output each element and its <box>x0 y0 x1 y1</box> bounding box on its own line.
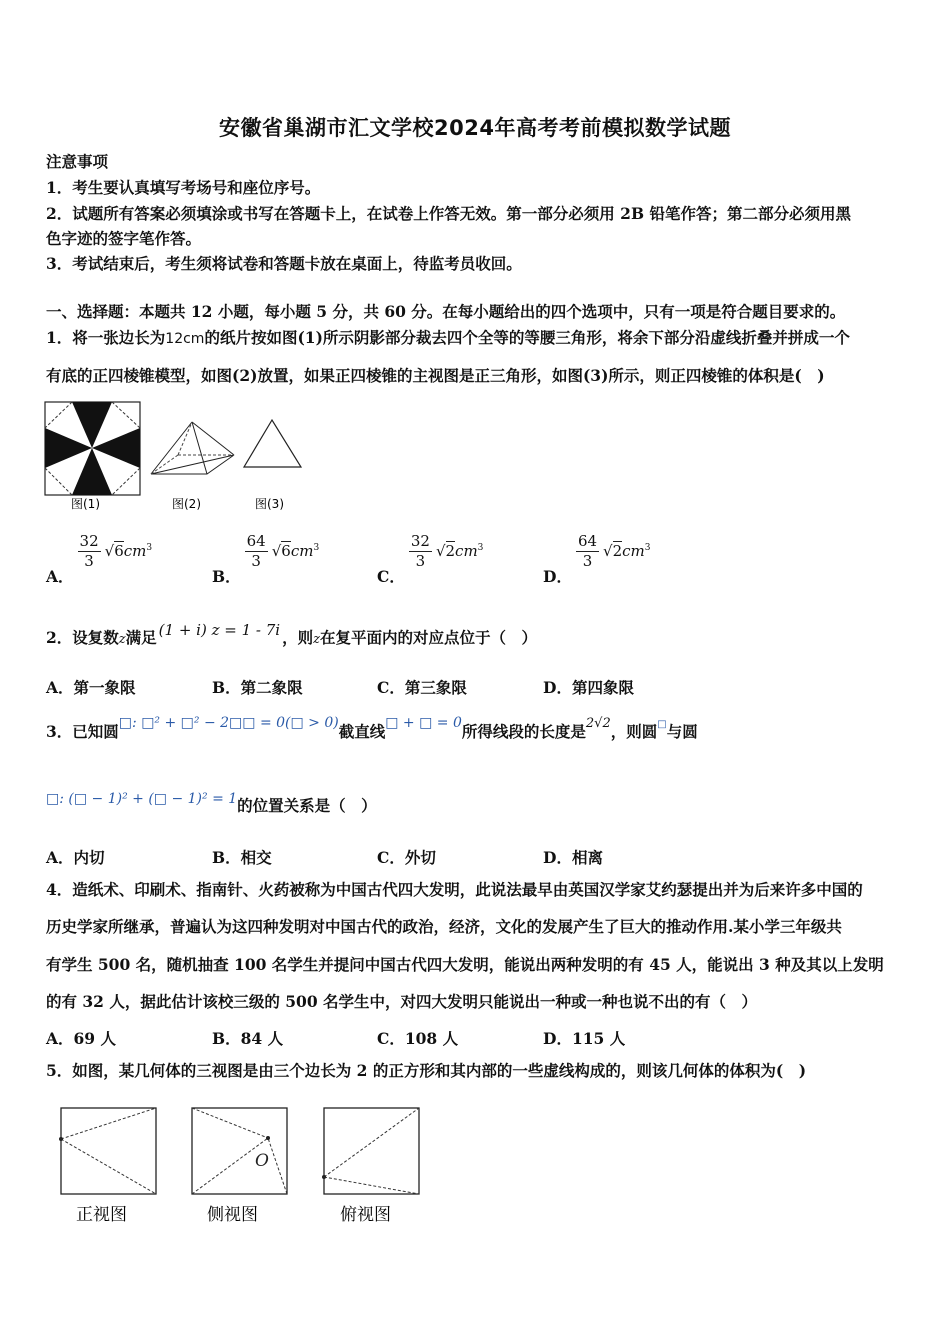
q3-text-pre: 3．已知圆 <box>46 722 119 741</box>
q2-option-d[interactable]: D．第四象限 <box>543 678 634 697</box>
q1-c-numerator: 32 <box>410 532 430 550</box>
q4-option-a[interactable]: A．69 人 <box>46 1029 116 1048</box>
q2-option-b[interactable]: B．第二象限 <box>212 678 303 697</box>
q1-c-radicand: 2 <box>445 541 456 560</box>
q1-c-unit: cm <box>455 541 478 560</box>
section-heading: 一、选择题：本题共 12 小题，每小题 5 分，共 60 分。在每小题给出的四个选项中，只有一项是符合题目要求的。 <box>46 302 846 321</box>
q3-text-post: 的位置关系是（ ） <box>237 796 377 815</box>
notice-item-3: 3．考试结束后，考生须将试卷和答题卡放在桌面上，待监考员收回。 <box>46 254 522 273</box>
q1-a-radicand: 6 <box>114 541 124 560</box>
q1-b-unit: cm <box>290 541 314 560</box>
q2-var-z: z <box>118 632 126 647</box>
notice-heading: 注意事项 <box>46 152 109 171</box>
q4-line1: 4．造纸术、印刷术、指南针、火药被称为中国古代四大发明，此说法最早由英国汉学家艾约瑟提出并为后来许多中国的 <box>46 880 863 899</box>
q1-b-numerator: 64 <box>246 532 266 550</box>
q1-option-a[interactable]: A． $\frac{32}{3}$ $√6cm^3$ <box>46 532 153 586</box>
q3-line-equation: □ + □ = 0 <box>385 715 462 731</box>
side-view <box>192 1108 287 1194</box>
figure-3-triangle <box>244 420 301 467</box>
notice-item-2: 2．试题所有答案必须填涂或书写在答题卡上，在试卷上作答无效。第一部分必须用 2B 铅笔作答；第二部分必须用黑 <box>46 204 851 223</box>
q2-text-mid: 满足 <box>125 628 157 647</box>
q3-option-b[interactable]: B．相交 <box>212 848 272 867</box>
q2-text-pre: 2．设复数 <box>46 628 119 647</box>
q1-line1 <box>46 328 850 349</box>
q1-text-pre: 1．将一张边长为 <box>46 328 166 347</box>
q1-option-b-label: B． <box>212 566 241 586</box>
q1-a-unit: cm <box>123 541 147 560</box>
q5-stem: 5．如图，某几何体的三视图是由三个边长为 2 的正方形和其内部的一些虚线构成的，则该几何体的体积为( ) <box>46 1061 807 1080</box>
point-o-label: O <box>255 1151 269 1171</box>
q1-option-b[interactable]: B． $\frac{64}{3}$ $√6cm^3$ <box>212 532 320 586</box>
q2-option-a[interactable]: A．第一象限 <box>46 678 136 697</box>
q3-stem: 3．已知圆□: □² + □² − 2□□ = 0(□ > 0)截直线□ + □ = 0所得线段的长度是$^{2√2}$，则圆□与圆 <box>46 715 698 741</box>
q1-d-denominator: 3 <box>582 552 593 570</box>
q4-line4: 的有 32 人，据此估计该校三级的 500 名学生中，对四大发明只能说出一种或一种也说不出的有（ ） <box>46 992 758 1011</box>
figure-1-square <box>45 402 140 495</box>
q1-c-denominator: 3 <box>415 552 426 570</box>
q1-text-post: 的纸片按如图(1)所示阴影部分裁去四个全等的等腰三角形，将余下部分沿虚线折叠并拼成一个 <box>204 328 850 347</box>
q1-d-unit: cm <box>622 541 645 560</box>
q1-b-denominator: 3 <box>251 552 261 570</box>
q4-option-b[interactable]: B．84 人 <box>212 1029 284 1048</box>
q1-b-radicand: 6 <box>281 541 291 560</box>
side-view-caption: 侧视图 <box>207 1205 258 1225</box>
q1-option-d-label: D． <box>543 566 572 586</box>
top-view <box>322 1108 419 1194</box>
q4-option-d[interactable]: D．115 人 <box>543 1029 626 1048</box>
q2-text-post2: 在复平面内的对应点位于（ ） <box>319 628 537 647</box>
page-title: 安徽省巢湖市汇文学校2024年高考考前模拟数学试题 <box>219 116 731 140</box>
q1-figures <box>44 400 314 512</box>
q1-a-numerator: 32 <box>79 532 99 550</box>
q1-option-d[interactable]: D． $\frac{64}{3}$ $√2cm^3$ <box>543 532 651 586</box>
q3-text-mid1: 截直线 <box>338 722 386 741</box>
q4-option-c[interactable]: C．108 人 <box>377 1029 459 1048</box>
fig1-caption: 图(1) <box>71 497 100 511</box>
figure-2-pyramid <box>151 422 234 474</box>
q3-text-mid3: ，则圆 <box>610 722 658 741</box>
q1-length: 12cm <box>165 331 205 347</box>
q2-equation: (1 + i) z = 1 - 7i <box>158 621 281 639</box>
q1-option-c[interactable]: C． $\frac{32}{3}$ $√2cm^3$ <box>377 532 484 586</box>
q4-line2: 历史学家所继承，普遍认为这四种发明对中国古代的政治，经济，文化的发展产生了巨大的推动作用.某小学三年级共 <box>46 917 842 936</box>
q2-stem <box>46 621 537 650</box>
q1-d-radicand: 2 <box>612 541 623 560</box>
fig3-caption: 图(3) <box>255 497 284 511</box>
q3-circle-m-equation: □: □² + □² − 2□□ = 0(□ > 0) <box>118 715 339 731</box>
front-view-caption: 正视图 <box>76 1205 127 1225</box>
q2-option-c[interactable]: C．第三象限 <box>377 678 467 697</box>
q1-d-numerator: 64 <box>577 532 598 550</box>
q3-option-c[interactable]: C．外切 <box>377 848 436 867</box>
fig2-caption: 图(2) <box>172 497 201 511</box>
q3-text-mid4: 与圆 <box>666 722 698 741</box>
q5-three-views <box>50 1100 440 1230</box>
q3-segment-length: 2√2 <box>585 716 611 731</box>
q1-a-denominator: 3 <box>84 552 94 570</box>
q3-option-d[interactable]: D．相离 <box>543 848 603 867</box>
q2-text-post1: ，则 <box>282 628 314 647</box>
q3-option-a[interactable]: A．内切 <box>46 848 105 867</box>
notice-item-2-cont: 色字迹的签字笔作答。 <box>46 229 202 248</box>
notice-item-1: 1．考生要认真填写考场号和座位序号。 <box>46 178 321 197</box>
q3-circle-n-equation: □: (□ − 1)² + (□ − 1)² = 1 <box>46 791 238 807</box>
q1-option-c-label: C． <box>377 566 405 586</box>
q1-option-a-label: A． <box>46 566 74 586</box>
q1-line2: 有底的正四棱锥模型，如图(2)放置，如果正四棱锥的主视图是正三角形，如图(3)所示，则正四棱锥的体积是( ) <box>46 366 825 385</box>
q3-text-mid2: 所得线段的长度是 <box>461 722 586 741</box>
front-view <box>59 1108 156 1194</box>
q4-line3: 有学生 500 名，随机抽查 100 名学生并提问中国古代四大发明，能说出两种发明的有 45 人，能说出 3 种及其以上发明 <box>46 955 884 974</box>
top-view-caption: 俯视图 <box>340 1205 391 1225</box>
q2-var-z-2: z <box>313 632 320 647</box>
q3-stem-cont <box>46 791 377 817</box>
